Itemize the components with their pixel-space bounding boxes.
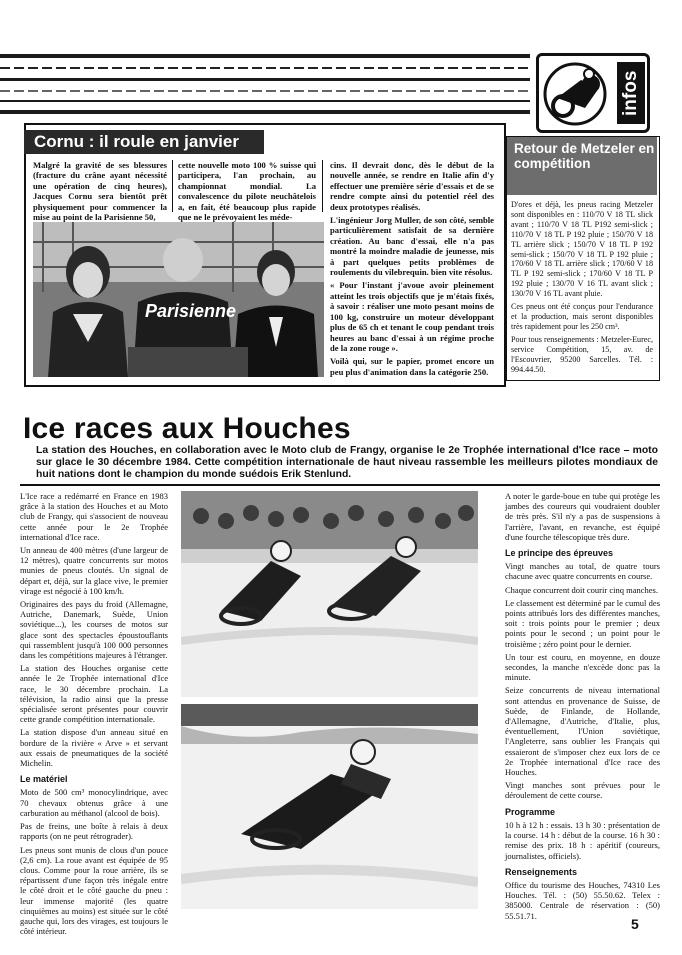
cornu-col3-p3: « Pour l'instant j'avoue avoir pleinement atteint les trois objectifs que je m'étais fixés, à savoir : réaliser une moto pesant moins de 100 kg, construire un moteur développant plus de 65 ch et tenant le coup pendant trois heures au banc d'essai à un régime proche de la zone rouge ». (330, 280, 494, 353)
banner-stripe (0, 54, 530, 58)
right-p5: Un tour est couru, en moyenne, en douze secondes, la manche n'excède donc pas la minute. (505, 651, 660, 683)
ice-race-photo-bottom-image (181, 704, 478, 909)
column-divider (322, 160, 323, 212)
cornu-col-3 (330, 160, 494, 380)
left-subheading: Le matériel (20, 774, 68, 785)
right-p7: Vingt manches sont prévues pour le déroulement de cette course. (505, 780, 660, 801)
right-p8: 10 h à 12 h : essais. 13 h 30 : présentation de la course. 14 h : début de la course. 16 h 30 : remise des prix. 18 h : apéritif (coureurs, journalistes, officiels). (505, 819, 660, 861)
left-p7: Pas de freins, une boîte à relais à deux rapports (on ne peut rétrograder). (20, 821, 168, 842)
left-p3: Originaires des pays du froid (Allemagne, Autriche, Danemark, Suède, Union soviétique...), les courses de motos sur glace sont des spectacles époustouflants qui rassemblent jusqu'à 100 000 personnes dans les compétitions majeures à l'étranger. (20, 599, 168, 661)
page-number: 5 (631, 916, 639, 932)
cornu-col3-p2: L'ingénieur Jorg Muller, de son côté, semble particulièrement satisfait de sa dernière création. Au banc d'essai, elle n'a pas montré la moindre maladie de jeunesse, mis à part quelques petits problèmes de roulements du vilebrequin. bien vite résolus. (330, 215, 494, 278)
parisienne-shirt-text: Parisienne (145, 301, 237, 321)
metzeler-text (511, 200, 653, 377)
article-left-column (20, 491, 168, 939)
left-p2: Un anneau de 400 mètres (d'une largeur de 12 mètres), quatre concurrents sur motos munies de pneus cloutés. Un signal de départ et, déjà, sur la glace vive, le premier virage est négocié à 100 km/h. (20, 545, 168, 596)
cornu-photo (33, 222, 324, 377)
right-p9: Office du tourisme des Houches, 74310 Les Houches. Tél. : (50) 55.50.62. Telex : 385000. Centrale de réservation : (50) 55.51.71. (505, 879, 660, 921)
column-divider (172, 160, 173, 212)
left-p4: La station des Houches organise cette année le 2e Trophée international d'Ice race, le 30 décembre prochain. La télévision, la radio ainsi que la presse spécialisée seront présentes pour couvrir cette grande compétition internationale. (20, 663, 168, 725)
article-headline: Ice races aux Houches (23, 412, 351, 445)
infos-logo (536, 53, 650, 133)
right-subheading-principe: Le principe des épreuves (505, 548, 614, 559)
banner-stripe (0, 78, 530, 81)
banner-stripe (0, 110, 530, 114)
ice-race-photo-top (181, 491, 478, 697)
metzeler-p3: Pour tous renseignements : Metzeler-Eurec, service Compétition, 15, av. de l'Escouvrier, 95200 Sarcelles. Tél. : 994.44.50. (511, 334, 653, 374)
cornu-col-1: Malgré la gravité de ses blessures (fracture du crâne ayant nécessité une opération de cinq heures), Jacques Cornu sera bientôt prêt physiquement pour commencer la mise au point de la Parisienne 50, (33, 160, 167, 223)
metzeler-p1: D'ores et déjà, les pneus racing Metzeler sont disponibles en : 110/70 V 18 TL slick avant ; 110/70 V 18 TL P192 semi-slick ; 110/70 V 18 TL P 192 pluie ; 150/70 V 18 TL arrière slick ; 150/70 V 18 TL P 192 semi-slick ; 150/70 V 18 TL P 192 pluie ; 170/60 V 18 TL arrière slick ; 170/60 V 18 TL P 192 semi-slick ; 170/60 V 18 TL P 192 pluie ; 130/70 V 16 TL avant slick ; 130/70 V 16 TL avant pluie. (511, 200, 653, 299)
left-p5: La station dispose d'un anneau situé en bordure de la rivière « Arve » et servant aux essais de pneumatiques de la société Michelin. (20, 727, 168, 769)
ice-race-photo-bottom (181, 704, 478, 909)
motorcycle-rider-icon (541, 58, 619, 128)
cornu-title: Cornu : il roule en janvier (24, 130, 264, 154)
right-p3: Chaque concurrent doit courir cinq manches. (505, 584, 658, 595)
logo-label: infos (617, 62, 645, 124)
cornu-col-2: cette nouvelle moto 100 % suisse qui participera, l'an prochain, au championnat mondial. La convalescence du pilote neuchâtelois a, en fait, été beaucoup plus rapide que ne le prévoyaient les méde- (178, 160, 316, 223)
right-p1: A noter le garde-boue en tube qui protège les jambes des coureurs qui voudraient doubler de très près. S'il n'y a pas de suspensions à l'arrière, l'avant, en revanche, est équipé d'une fourche télescopique très dure. (505, 491, 660, 542)
right-subheading-renseignements: Renseignements (505, 866, 578, 877)
deck-rule (20, 484, 660, 486)
right-p4: Le classement est déterminé par le cumul des points attribués lors des différentes manches, soit : trois points pour le premier ; deux points pour le second ; un point pour le troisième ; zéro point pour le dernier. (505, 597, 660, 649)
article-deck: La station des Houches, en collaboration avec le Moto club de Frangy, organise le 2e Trophée international d'Ice race – moto sur glace le 30 décembre 1984. Cette compétition internationale de haut niveau rassemble les meilleurs pilotes mondiaux de huit nations dont le champion du monde suédois Erik Stenlund. (36, 445, 658, 480)
ice-race-photo-top-image (181, 491, 478, 697)
left-p1: L'Ice race a redémarré en France en 1983 grâce à la station des Houches et au Moto club de Frangy, qui s'associent de nouveau cette année pour le 2e Trophée international d'Ice race. (20, 491, 168, 542)
right-subheading-programme: Programme (505, 806, 556, 817)
metzeler-title: Retour de Metzeler en compétition (507, 137, 657, 195)
right-p6: Seize concurrents de niveau international sont attendus en provenance de Suisse, de Suède, de Finlande, de Hollande, d'Allemagne, d'Autriche, d'Italie, plus, éventuellement, l'Union soviétique, l'Angleterre, sans oublier les Français qui essaieront de s'imposer chez eux lors de ce 2e Trophée international d'Ice race des Houches. (505, 685, 660, 778)
banner-dashed-line (0, 90, 530, 92)
article-right-column (505, 491, 660, 924)
banner-dashed-line (0, 67, 530, 69)
metzeler-p2: Ces pneus ont été conçus pour l'endurance et la production, mais seront disponibles très rapidement pour les 250 cm³. (511, 302, 653, 331)
right-p2: Vingt manches au total, de quatre tours chacune avec quatre concurrents en course. (505, 561, 660, 582)
banner-stripe (0, 100, 530, 102)
left-p8: Les pneus sont munis de clous d'un pouce (2,6 cm). La roue avant est équipée de 95 clous. Comme pour la roue arrière, ils se répartissent d'une façon très inégale entre le côté droit et le côté gauche du pneu : leur immense majorité (les quatre cinquièmes au moins) est située sur le côté gauche qui, lors des virages, est toujours le côté intérieur. (20, 844, 168, 937)
cornu-col3-p4: Voilà qui, sur le papier, promet encore un peu plus d'animation dans la catégorie 250. (330, 356, 494, 377)
cornu-col3-p1: cins. Il devrait donc, dès le début de la nouvelle année, se rendre en Italie afin d'y effectuer une première série d'essais et de se rendre compte ainsi du potentiel réel des deux prototypes réalisés. (330, 160, 494, 212)
left-p6: Moto de 500 cm³ monocylindrique, avec 70 chevaux obtenus grâce à une carburation au méthanol (alcool de bois). (20, 787, 168, 818)
cornu-photo-image (33, 222, 324, 377)
